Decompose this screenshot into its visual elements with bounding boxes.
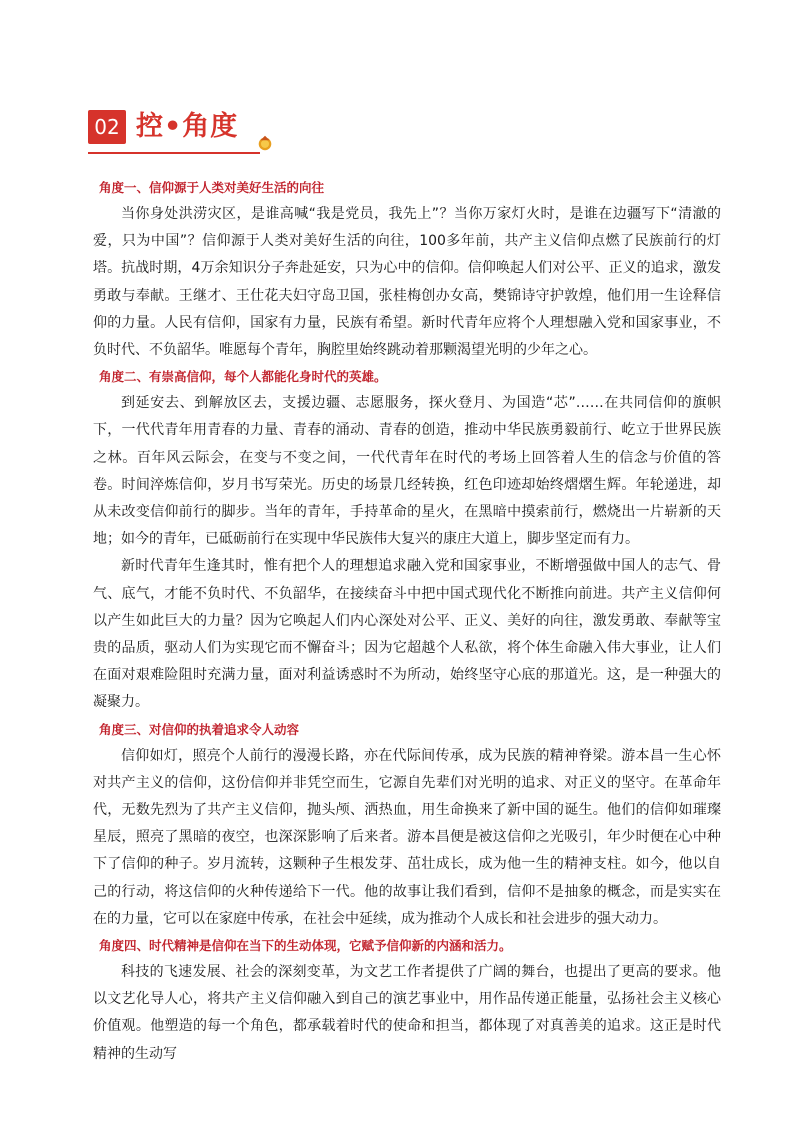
paragraph: 科技的飞速发展、社会的深刻变革，为文艺工作者提供了广阔的舞台，也提出了更高的要求。他以文艺化导人心，将共产主义信仰融入到自己的演艺事业中，用作品传递正能量，弘扬社会主义核心价值观。他塑造的每一个角色，都承载着时代的使命和担当，都体现了对真善美的追求。这正是时代精神的生动写: [93, 964, 721, 1062]
angle-heading: 角度三、对信仰的执着追求令人动容: [99, 721, 300, 737]
paragraph: 当你身处洪涝灾区，是谁高喊“我是党员，我先上”？当你万家灯火时，是谁在边疆写下“清澈的爱，只为中国”？信仰源于人类对美好生活的向往，100多年前，共产主义信仰点燃了民族前行的灯塔。抗战时期，4万余知识分子奔赴延安，只为心中的信仰。信仰唤起人们对公平、正义的追求，激发勇敢与奉献。王继才、王仕花夫妇守岛卫国，张桂梅创办女高，樊锦诗守护敦煌，他们用一生诠释信仰的力量。人民有信仰，国家有力量，民族有希望。新时代青年应将个人理想融入党和国家事业，不负时代、不负韶华。唯愿每个青年，胸腔里始终跳动着那颗渴望光明的少年之心。: [93, 206, 721, 359]
section-number-badge: 02: [88, 110, 126, 144]
section-header: [88, 108, 278, 148]
paragraph: 到延安去、到解放区去，支援边疆、志愿服务，探火登月、为国造“芯”……在共同信仰的旗帜下，一代代青年用青春的力量、青春的涌动、青春的创造，推动中华民族勇毅前行、屹立于世界民族之林。百年风云际会，在变与不变之间，一代代青年在时代的考场上回答着人生的信念与价值的答卷。时间淬炼信仰，岁月书写荣光。历史的场景几经转换，红色印迹却始终熠熠生辉。年轮递进，却从未改变信仰前行的脚步。当年的青年，手持革命的星火，在黑暗中摸索前行，燃烧出一片崭新的天地；如今的青年，已砥砺前行在实现中华民族伟大复兴的康庄大道上，脚步坚定而有力。: [93, 395, 721, 548]
angle-section-3: [93, 717, 721, 933]
angle-section-1: [93, 175, 721, 364]
angle-section-4: [93, 933, 721, 1068]
angle-section-2: [93, 364, 721, 716]
title-underline: [88, 152, 260, 154]
paragraph: 信仰如灯，照亮个人前行的漫漫长路，亦在代际间传承，成为民族的精神脊梁。游本昌一生心怀对共产主义的信仰，这份信仰并非凭空而生，它源自先辈们对光明的追求、对正义的坚守。在革命年代，无数先烈为了共产主义信仰，抛头颅、洒热血，用生命换来了新中国的诞生。他们的信仰如璀璨星辰，照亮了黑暗的夜空，也深深影响了后来者。游本昌便是被这信仰之光吸引，年少时便在心中种下了信仰的种子。岁月流转，这颗种子生根发芽、茁壮成长，成为他一生的精神支柱。如今，他以自己的行动，将这信仰的火种传递给下一代。他的故事让我们看到，信仰不是抽象的概念，而是实实在在的力量，它可以在家庭中传承，在社会中延续，成为推动个人成长和社会进步的强大动力。: [93, 747, 721, 927]
decorative-orb-icon: [256, 134, 274, 152]
angle-heading: 角度一、信仰源于人类对美好生活的向往: [99, 180, 325, 195]
section-title: 控•角度: [136, 111, 239, 142]
document-body: [93, 175, 721, 1068]
paragraph: 新时代青年生逢其时，惟有把个人的理想追求融入党和国家事业，不断增强做中国人的志气、骨气、底气，才能不负时代、不负韶华，在接续奋斗中把中国式现代化不断推向前进。共产主义信仰何以产生如此巨大的力量？因为它唤起人们内心深处对公平、正义、美好的向往，激发勇敢、奉献等宝贵的品质，驱动人们为实现它而不懈奋斗；因为它超越个人私欲，将个体生命融入伟大事业，让人们在面对艰难险阻时充满力量，面对利益诱惑时不为所动，始终坚守心底的那道光。这，是一种强大的凝聚力。: [93, 558, 721, 711]
angle-heading: 角度二、有崇高信仰，每个人都能化身时代的英雄。: [99, 369, 387, 385]
angle-heading: 角度四、时代精神是信仰在当下的生动体现，它赋予信仰新的内涵和活力。: [99, 938, 512, 954]
